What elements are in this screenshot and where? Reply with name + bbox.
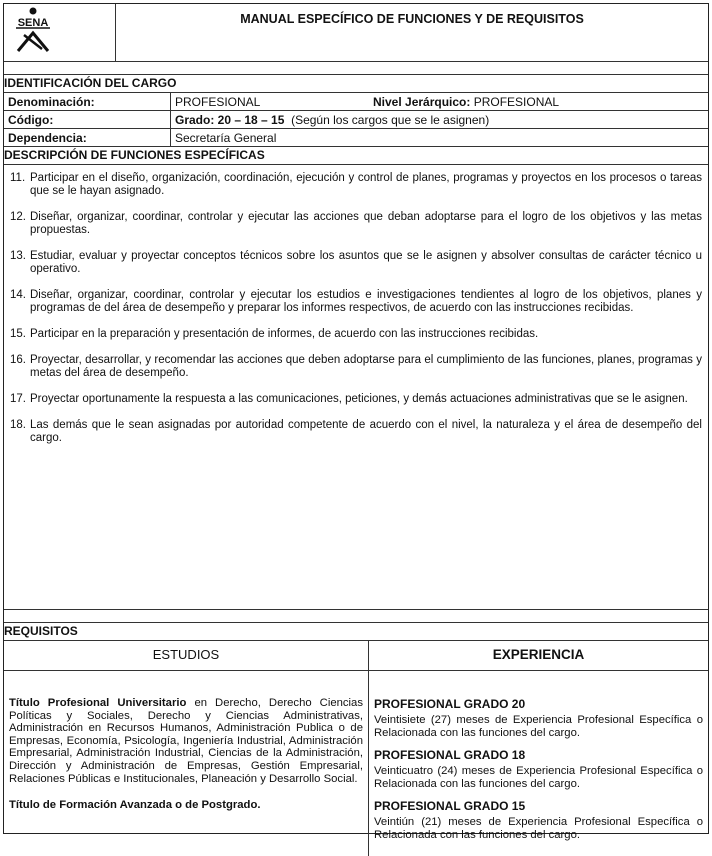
grado-15-text: Veintiún (21) meses de Experiencia Profesional Específica o Relacionada con las funciones del cargo. [374, 816, 703, 841]
grado-15-heading: PROFESIONAL GRADO 15 [374, 799, 526, 814]
estudios-text: Título Profesional Universitario en Derecho, Derecho Ciencias Políticas y Sociales, Derecho y Ciencias Administrativas, Administración en Recursos Humanos, Administración Publica o de Empresas, Economía, Psicología, Ingeniería Industrial, Administración Empresarial, Administración Industrial, Ciencias de la Administración, Dirección y Administración de Empresas, Gestión Empresarial, Relaciones Públicas e Institucionales, Planeación y Desarrollo Social. [9, 697, 363, 785]
list-item: 13. Estudiar, evaluar y proyectar conceptos técnicos sobre los asuntos que se le asignen y absolver consultas de carácter técnico u operativo. [10, 250, 702, 275]
experiencia-column [369, 641, 708, 856]
denominacion-value: PROFESIONAL [175, 95, 261, 109]
list-item: 16. Proyectar, desarrollar, y recomendar las acciones que deben adoptarse para el cumplimiento de las funciones, planes, programas y metas del área de desempeño. [10, 354, 702, 379]
document-page [3, 3, 709, 841]
grado-note: (Según los cargos que se le asignen) [291, 113, 490, 127]
list-item: 12. Diseñar, organizar, coordinar, controlar y ejecutar las acciones que deban adoptarse para el logro de los objetivos y las metas propuestas. [10, 211, 702, 236]
list-item: 17. Proyectar oportunamente la respuesta a las comunicaciones, peticiones, y demás actuaciones administrativas que se le asignen. [10, 393, 688, 405]
document-title: MANUAL ESPECÍFICO DE FUNCIONES Y DE REQUISITOS [240, 12, 584, 26]
funciones-list [4, 165, 708, 610]
nivel-label: Nivel Jerárquico: [373, 95, 471, 109]
denominacion-row [4, 93, 708, 111]
grado-20-heading: PROFESIONAL GRADO 20 [374, 697, 526, 711]
section-funciones-title: DESCRIPCIÓN DE FUNCIONES ESPECÍFICAS [4, 147, 708, 165]
dependencia-label: Dependencia: [4, 129, 171, 146]
section-requisitos-title: REQUISITOS [4, 623, 708, 641]
list-item: 14. Diseñar, organizar, coordinar, controlar y ejecutar los estudios e investigaciones tendientes al logro de los objetivos, planes y programas de del área de desempeño y preparar los informes respectivos, de acuerdo con las instrucciones recibidas. [10, 289, 702, 314]
estudios-column [4, 641, 369, 856]
estudios-header: ESTUDIOS [4, 641, 368, 671]
grado-18-text: Veinticuatro (24) meses de Experiencia Profesional Específica o Relacionada con las funciones del cargo. [374, 765, 703, 790]
spacer-row [4, 610, 708, 623]
list-item: 15. Participar en la preparación y presentación de informes, de acuerdo con las instrucciones recibidas. [10, 328, 539, 340]
experiencia-header: EXPERIENCIA [369, 641, 708, 671]
sena-logo-icon [10, 7, 56, 53]
grado-20-text: Veintisiete (27) meses de Experiencia Profesional Específica o Relacionada con las funciones del cargo. [374, 714, 703, 739]
dependencia-row [4, 129, 708, 147]
denominacion-label: Denominación: [4, 93, 171, 110]
requisitos-table [4, 641, 708, 856]
estudios-postgrado: Título de Formación Avanzada o de Postgrado. [9, 799, 261, 812]
grado-label: Grado: 20 – 18 – 15 [175, 113, 285, 127]
section-identificacion-title: IDENTIFICACIÓN DEL CARGO [4, 75, 708, 93]
codigo-row [4, 111, 708, 129]
sena-logo [4, 4, 116, 61]
grado-18-heading: PROFESIONAL GRADO 18 [374, 748, 526, 763]
list-item: 11. Participar en el diseño, organización, coordinación, ejecución y control de planes, programas y proyectos en los procesos o tareas que se le hayan asignado. [10, 172, 702, 197]
svg-text:SENA: SENA [17, 17, 49, 29]
codigo-label: Código: [4, 111, 171, 128]
nivel-value: PROFESIONAL [473, 95, 560, 109]
document-header [4, 4, 708, 62]
list-item: 18. Las demás que le sean asignadas por autoridad competente de acuerdo con el nivel, la naturaleza y el área de desempeño del cargo. [10, 419, 702, 444]
dependencia-value: Secretaría General [175, 131, 277, 145]
spacer-row [4, 62, 708, 75]
